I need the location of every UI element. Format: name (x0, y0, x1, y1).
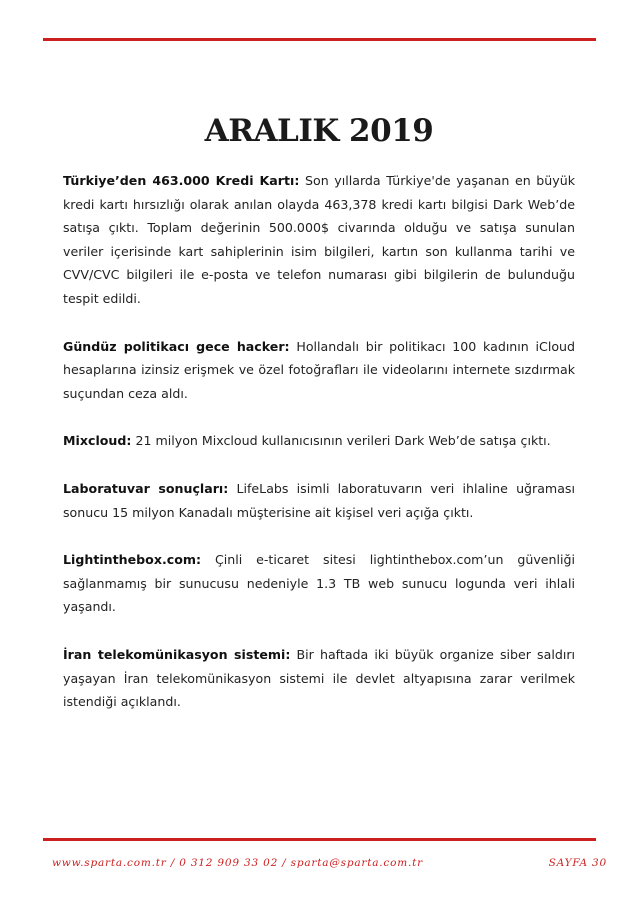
article-mixcloud (63, 429, 575, 453)
article-heading: Laboratuvar sonuçları: (63, 480, 229, 496)
article-body: Hollandalı bir politikacı 100 kadının iCloud hesaplarına izinsiz erişmek ve özel fotoğrafları ile videolarını internete sızdırmak suçundan ceza aldı. (63, 338, 576, 401)
article-lightinthebox (63, 548, 575, 619)
page-number: SAYFA 30 (548, 857, 607, 869)
article-body: Bir haftada iki büyük organize siber saldırı yaşayan İran telekomünikasyon sistemi ile devlet altyapısına zarar verilmek istendiği açıklandı. (63, 646, 575, 710)
article-credit-cards (63, 169, 575, 311)
article-iran-telecom (63, 643, 575, 714)
article-politician-hacker (63, 335, 575, 406)
article-body: 21 milyon Mixcloud kullanıcısının verileri Dark Web’de satışa çıktı. (135, 433, 551, 449)
article-heading: Türkiye’den 463.000 Kredi Kartı: (63, 173, 300, 188)
article-lab-results (63, 477, 575, 524)
footer-contact: www.sparta.com.tr / 0 312 909 33 02 / sparta@sparta.com.tr (52, 857, 423, 869)
article-heading: Lightinthebox.com: (63, 552, 202, 568)
article-heading: Mixcloud: (63, 433, 132, 449)
article-body: LifeLabs isimli laboratuvarın veri ihlaline uğraması sonucu 15 milyon Kanadalı müşterisine ait kişisel veri açığa çıktı. (63, 480, 575, 520)
page-title: ARALIK 2019 (204, 112, 434, 149)
bottom-divider (43, 838, 596, 841)
article-heading: İran telekomünikasyon sistemi: (63, 646, 291, 662)
article-body: Son yıllarda Türkiye'de yaşanan en büyük kredi kartı hırsızlığı olarak anılan olayda 463,378 kredi kartı bilgisi Dark Web’de satışa çıktı. Toplam değerinin 500.000$ civarında olduğu ve satışa sunulan veriler içerisinde kart sahiplerinin isim bilgileri, kartın son kullanma tarihi ve CVV/CVC bilgileri ile e-posta ve telefon numarası gibi bilgilerin de bulunduğu tespit edildi. (63, 173, 575, 306)
article-list (63, 169, 575, 738)
top-divider (43, 38, 596, 41)
article-heading: Gündüz politikacı gece hacker: (63, 338, 290, 354)
article-body: Çinli e-ticaret sitesi lightinthebox.com’un güvenliği sağlanmamış bir sunucusu nedeniyle 1.3 TB web sunucu logunda veri ihlali yaşandı. (63, 552, 575, 615)
